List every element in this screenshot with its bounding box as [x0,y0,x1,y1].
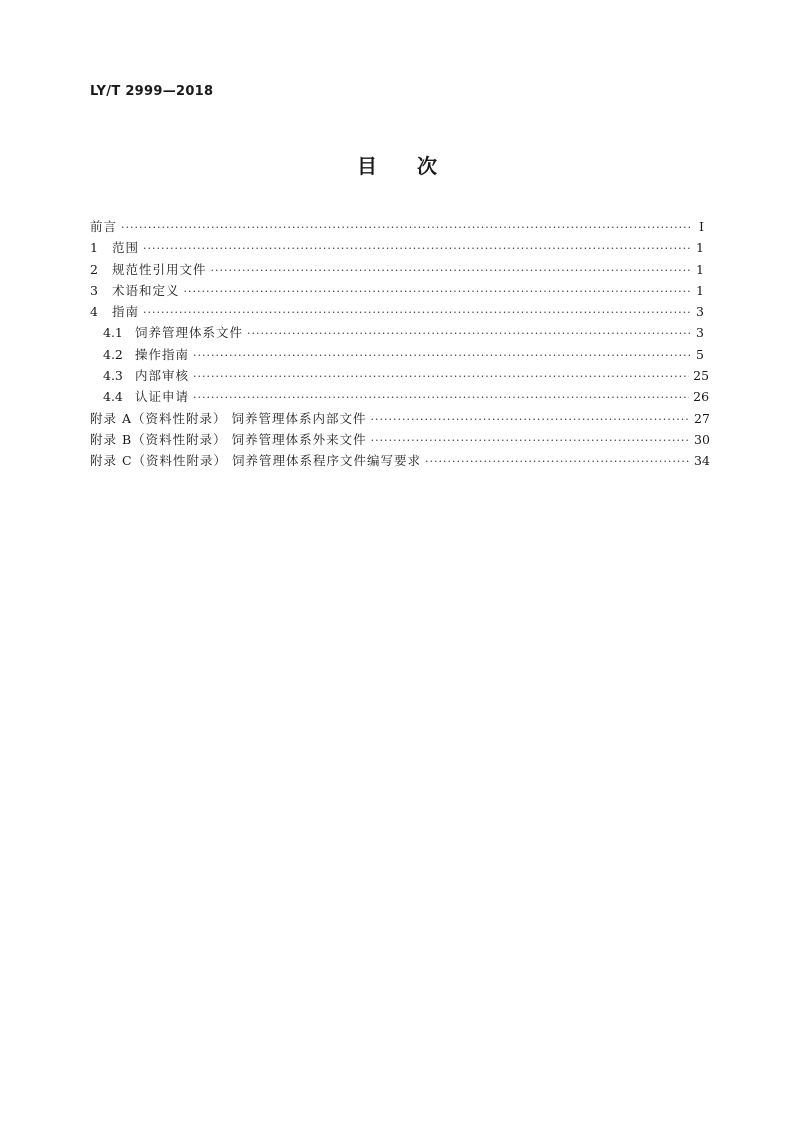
toc-label: 附录 B（资料性附录） 饲养管理体系外来文件 [90,431,367,447]
toc-number: 4.3 [103,368,123,384]
toc-leader-dots [371,430,690,451]
toc-number: 3 [90,282,98,298]
toc-entry-appendix-a[interactable] [90,408,710,429]
toc-leader-dots [425,451,690,472]
toc-number: 1 [90,240,98,256]
toc-leader-dots [143,302,690,323]
standard-code: LY/T 2999—2018 [90,84,214,99]
toc-page-number: 1 [696,240,704,256]
toc-page-number: 1 [696,261,704,277]
toc-entry-normative-references[interactable] [90,259,704,280]
toc-number: 4 [90,304,98,320]
toc-entry-foreword[interactable] [90,216,704,237]
toc-page-number: 3 [696,325,704,341]
toc-leader-dots [121,217,690,238]
toc-label: 术语和定义 [112,282,180,298]
toc-page-number: 34 [694,453,710,469]
toc-leader-dots [143,238,690,259]
toc-leader-dots [211,260,690,281]
toc-entry-management-docs[interactable] [90,322,704,343]
toc-page-number: 5 [696,346,704,362]
toc-leader-dots [193,345,690,366]
toc-number: 4.4 [103,389,123,405]
toc-page-number: 25 [693,368,710,384]
toc-entry-terms-definitions[interactable] [90,280,704,301]
toc-entry-guide[interactable] [90,301,704,322]
toc-page-number: 26 [693,389,710,405]
toc-entry-operation-guide[interactable] [90,344,704,365]
toc-label: 认证申请 [135,389,190,405]
toc-label: 操作指南 [135,346,190,362]
table-of-contents [90,216,710,472]
toc-label: 附录 C（资料性附录） 饲养管理体系程序文件编写要求 [90,453,422,469]
toc-entry-appendix-c[interactable] [90,450,710,471]
toc-leader-dots [184,281,690,302]
toc-label: 内部审核 [135,368,190,384]
toc-leader-dots [247,323,690,344]
toc-number: 4.2 [103,346,123,362]
toc-leader-dots [193,366,689,387]
toc-page-number: 30 [694,431,710,447]
toc-label: 前言 [90,219,118,234]
page-title [0,150,794,179]
toc-label: 规范性引用文件 [112,261,207,277]
toc-number: 4.1 [103,325,123,341]
toc-page-number: 1 [696,282,704,298]
toc-label: 附录 A（资料性附录） 饲养管理体系内部文件 [90,410,367,426]
toc-leader-dots [193,387,689,408]
toc-leader-dots [370,409,690,430]
toc-page-number: 27 [694,410,710,426]
title-part-2: 次 [417,154,437,178]
toc-number: 2 [90,261,98,277]
toc-page-number: 3 [696,304,704,320]
toc-entry-certification-application[interactable] [90,386,710,407]
toc-label: 饲养管理体系文件 [135,325,244,341]
toc-page-number: Ⅰ [699,219,704,234]
toc-entry-appendix-b[interactable] [90,429,710,450]
toc-label: 指南 [112,304,140,320]
toc-label: 范围 [112,240,140,256]
toc-entry-scope[interactable] [90,237,704,258]
title-part-1: 目 [357,154,377,178]
toc-entry-internal-audit[interactable] [90,365,710,386]
